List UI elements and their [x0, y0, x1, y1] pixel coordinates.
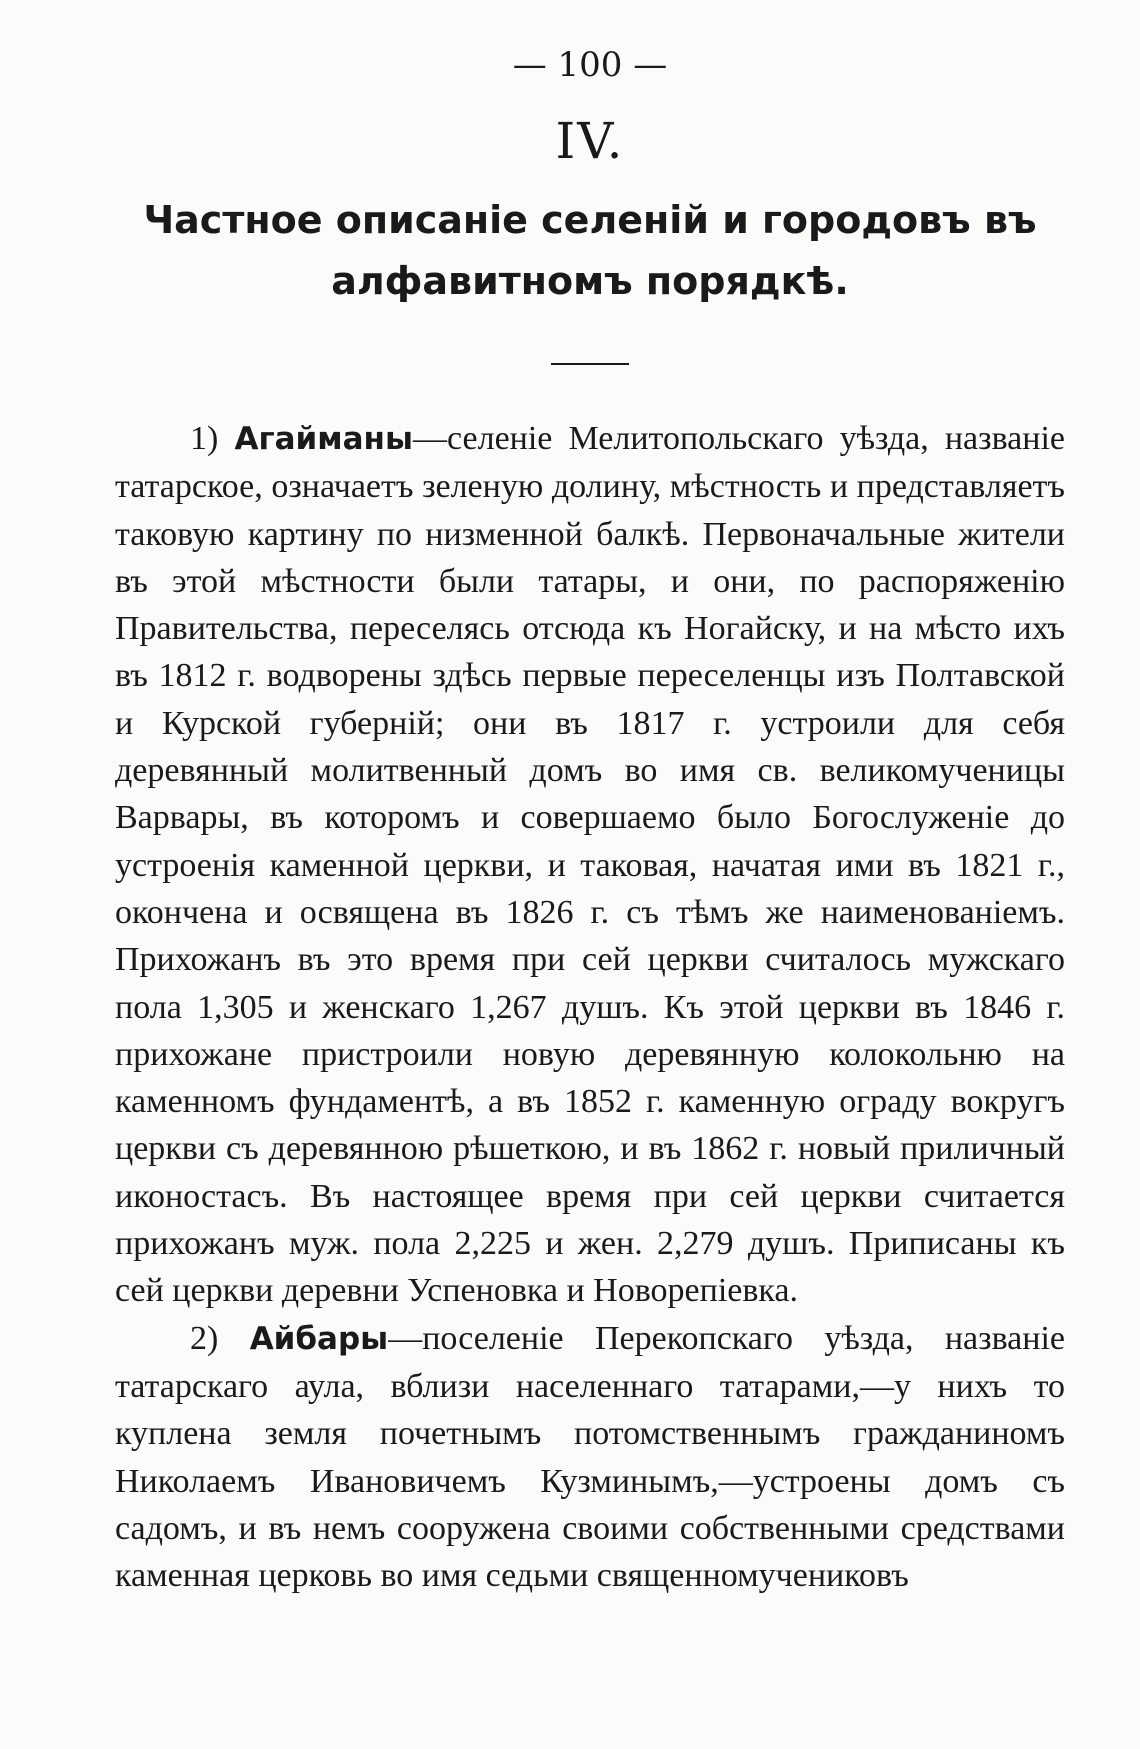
document-page	[115, 40, 1065, 1720]
body-text	[115, 415, 1065, 1599]
section-title: Частное описаніе селеній и городовъ въ алфавитномъ порядкѣ.	[143, 198, 1037, 303]
horizontal-rule	[551, 363, 629, 365]
entry-paragraph	[115, 1315, 1065, 1600]
entry-paragraph	[115, 415, 1065, 1315]
entry-name: Айбары	[249, 1320, 389, 1357]
entry-text: —поселеніе Перекопскаго уѣзда, названіе татарскаго аула, вблизи населеннаго татарами,—у нихъ то куплена земля почетнымъ потомственнымъ гражданиномъ Николаемъ Ивановичемъ Кузминымъ,—устроены домъ съ садомъ, и въ немъ сооружена своими собственными средствами каменная церковь во имя седьми священномучениковъ	[115, 1319, 1066, 1595]
entry-text: —селеніе Мелитопольскаго уѣзда, названіе татарское, означаетъ зеленую долину, мѣстность и представляетъ таковую картину по низменной балкѣ. Первоначальные жители въ этой мѣстности были татары, и они, по распоряженію Правительства, переселясь отсюда къ Ногайску, и на мѣсто ихъ въ 1812 г. водворены здѣсь первые переселенцы изъ Полтавской и Курской губерній; они въ 1817 г. устроили для себя деревянный молитвенный домъ во имя св. великомученицы Варвары, въ которомъ и совершаемо было Богослуженіе до устроенія каменной церкви, и таковая, начатая ими въ 1821 г., окончена и освящена въ 1826 г. съ тѣмъ же наименованіемъ. Прихожанъ въ это время при сей церкви считалось мужскаго пола 1,305 и женскаго 1,267 душъ. Къ этой церкви въ 1846 г. прихожане пристроили новую деревянную колокольню на каменномъ фундаментѣ, а въ 1852 г. каменную ограду вокругъ церкви съ деревянною рѣшеткою, и въ 1862 г. новый приличный иконостасъ. Въ настоящее время при сей церкви считается прихожанъ муж. пола 2,225 и жен. 2,279 душъ. Приписаны къ сей церкви деревни Успеновка и Новорепіевка.	[115, 420, 1066, 1310]
section-numeral: IV.	[555, 112, 625, 170]
entry-name: Агайманы	[234, 421, 413, 457]
entry-index: 2)	[190, 1319, 219, 1357]
entry-index: 1)	[190, 420, 219, 457]
page-number: — 100 —	[512, 45, 668, 85]
